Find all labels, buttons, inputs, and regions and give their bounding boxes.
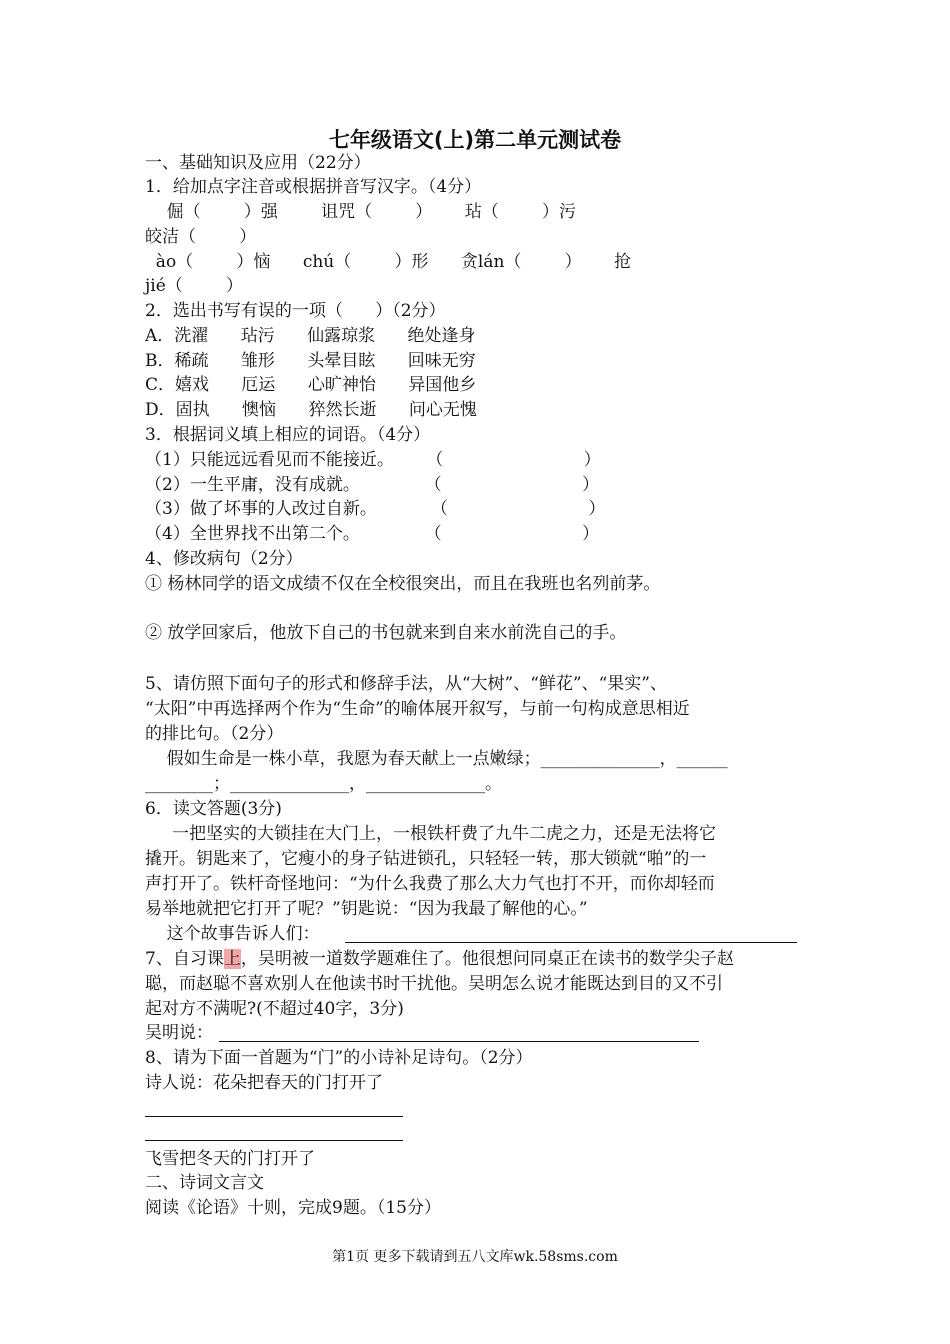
q6-prompt: 这个故事告诉人们： xyxy=(145,924,320,944)
q3-item-3: （3）做了坏事的人改过自新。 （ ） xyxy=(145,499,606,519)
q3-item-4: （4）全世界找不出第二个。 （ ） xyxy=(145,524,600,544)
q6-answer-line xyxy=(345,942,797,943)
section1-heading: 一、基础知识及应用（22分） xyxy=(145,153,371,173)
q8-line-1: 诗人说：花朵把春天的门打开了 xyxy=(145,1073,383,1093)
q4-stem: 4、修改病句（2分） xyxy=(145,549,303,569)
q3-item-2: （2）一生平庸，没有成就。 （ ） xyxy=(145,475,600,495)
q7-line-2: 聪，而赵聪不喜欢别人在他读书时干扰他。吴明怎么说才能既达到目的又不引 xyxy=(145,974,723,994)
q1-row4: jié（ ） xyxy=(145,276,243,296)
q2-option-d: D．固执 懊恼 猝然长逝 问心无愧 xyxy=(145,400,477,420)
q6-passage-2: 撬开。钥匙来了，它瘦小的身子钻进锁孔，只轻轻一转，那大锁就“啪”的一 xyxy=(145,849,707,869)
q7-line-1-start: 7、自习课 xyxy=(145,949,224,969)
q5-line-4: 假如生命是一株小草，我愿为春天献上一点嫩绿；______________，______ xyxy=(145,749,728,769)
q2-option-b: B．稀疏 雏形 头晕目眩 回味无穷 xyxy=(145,351,476,371)
q8-answer-line-1 xyxy=(145,1116,403,1117)
q4-sentence-1: ① 杨林同学的语文成绩不仅在全校很突出，而且在我班也名列前茅。 xyxy=(145,574,661,594)
q5-line-1: 5、请仿照下面句子的形式和修辞手法，从“大树”、“鲜花”、“果实”、 xyxy=(145,674,667,694)
q5-line-3: 的排比句。（2分） xyxy=(145,724,284,744)
q7-highlight: 上 xyxy=(223,949,241,969)
q7-line-3: 起对方不满呢?(不超过40字，3分) xyxy=(145,999,404,1019)
q2-option-a: A．洗濯 玷污 仙露琼浆 绝处逢身 xyxy=(145,326,476,346)
page-footer: 第1页 更多下载请到五八文库wk.58sms.com xyxy=(332,1249,618,1265)
q7-line-1 xyxy=(145,948,734,970)
page-title: 七年级语文(上)第二单元测试卷 xyxy=(328,128,622,152)
section2-intro: 阅读《论语》十则，完成9题。（15分） xyxy=(145,1198,441,1218)
q1-stem: 1．给加点字注音或根据拼音写汉字。（4分） xyxy=(145,177,482,197)
q1-row2: 皎洁（ ） xyxy=(145,227,257,247)
q7-prompt: 吴明说： xyxy=(145,1023,213,1043)
q8-stem: 8、请为下面一首题为“门”的小诗补足诗句。（2分） xyxy=(145,1048,533,1068)
q1-row3: ào（ ）恼 chú（ ）形 贪lán（ ） 抢 xyxy=(145,252,632,272)
q4-sentence-2: ② 放学回家后，他放下自己的书包就来到自来水前洗自己的手。 xyxy=(145,623,627,643)
q6-passage-3: 声打开了。铁杆奇怪地问：“为什么我费了那么大力气也打不开，而你却轻而 xyxy=(145,874,715,894)
q5-line-5: ________；______________，______________。 xyxy=(145,774,502,794)
q5-line-2: “太阳”中再选择两个作为“生命”的喻体展开叙写，与前一句构成意思相近 xyxy=(145,699,690,719)
q8-line-2: 飞雪把冬天的门打开了 xyxy=(145,1149,315,1169)
q6-passage-1: 一把坚实的大锁挂在大门上，一根铁杆费了九牛二虎之力，还是无法将它 xyxy=(145,824,717,844)
q2-option-c: C．嬉戏 厄运 心旷神怡 异国他乡 xyxy=(145,375,477,395)
section2-heading: 二、诗词文言文 xyxy=(145,1173,264,1193)
q6-stem: 6．读文答题(3分) xyxy=(145,799,282,819)
q3-item-1: （1）只能远远看见而不能接近。 （ ） xyxy=(145,450,601,470)
q6-passage-4: 易举地就把它打开了呢？”钥匙说：“因为我最了解他的心。” xyxy=(145,899,588,919)
q1-row1: 倔（ ）强 诅咒（ ） 玷（ ）污 xyxy=(145,202,576,222)
q7-line-1-end: ，吴明被一道数学题难住了。他很想问同桌正在读书的数学尖子赵 xyxy=(240,949,734,969)
q2-stem: 2．选出书写有误的一项（ ）（2分） xyxy=(145,301,446,321)
q3-stem: 3．根据词义填上相应的词语。（4分） xyxy=(145,425,431,445)
q8-answer-line-2 xyxy=(145,1140,403,1141)
q7-answer-line xyxy=(219,1041,699,1042)
